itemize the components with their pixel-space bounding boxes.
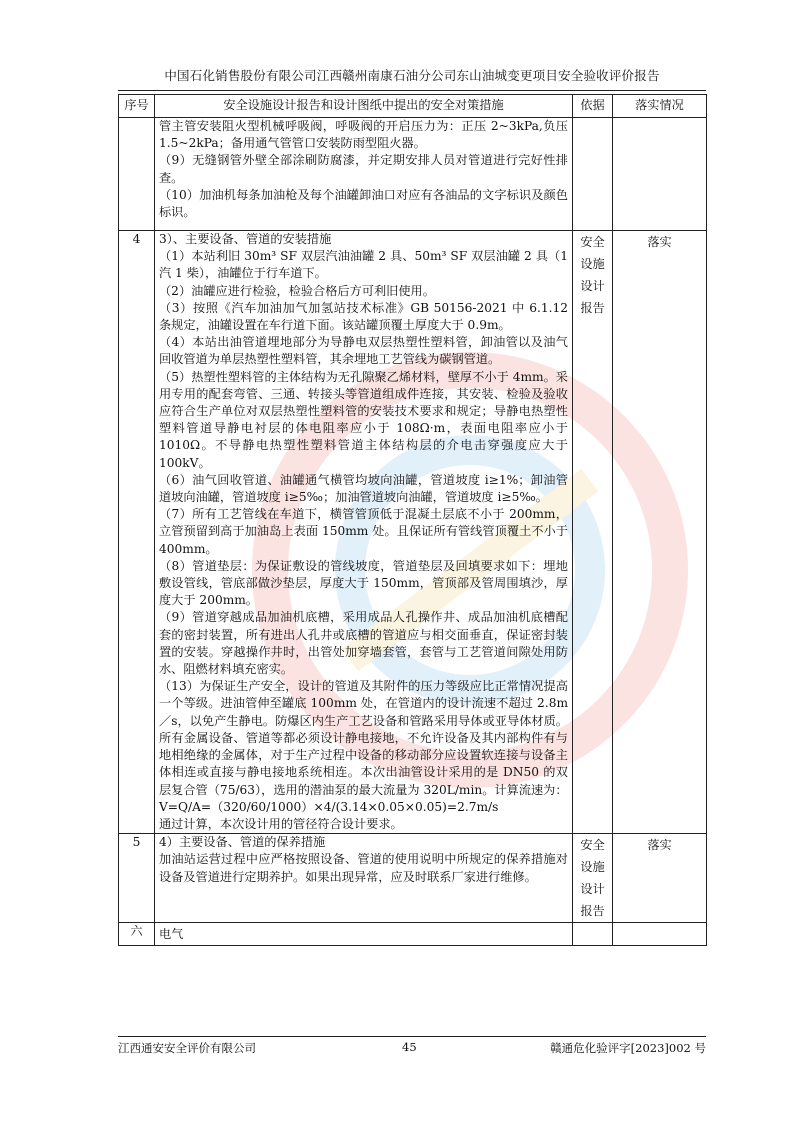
- measure-line: （4）本站出油管道埋地部分为导静电双层热塑性塑料管，卸油管以及油气回收管道为单层热塑性塑料管，其余埋地工艺管线为碳钢管道。: [159, 335, 568, 367]
- measure-line: （8）管道垫层：为保证敷设的管线坡度，管道垫层及回填要求如下：埋地敷设管线，管底部做沙垫层，厚度大于 150mm，管顶部及管周围填沙，厚度大于 200mm。: [159, 558, 568, 608]
- row-status: 落实: [613, 231, 707, 834]
- footer-divider: [118, 1036, 706, 1037]
- row-measures: [155, 834, 573, 923]
- row-measures: [155, 118, 573, 231]
- header-status: 落实情况: [613, 95, 707, 118]
- measure-line: 管主管安装阻火型机械呼吸阀，呼吸阀的开启压力为：正压 2~3kPa,负压 1.5~2kPa；备用通气管管口安装防雨型阻火器。: [159, 119, 568, 151]
- measure-line: 3）、主要设备、管道的安装措施: [159, 232, 332, 246]
- table-row-5: [119, 834, 707, 923]
- measure-line: 通过计算，本次设计用的管径符合设计要求。: [159, 816, 403, 831]
- table-row-continued: [119, 118, 707, 231]
- measure-line: （9）管道穿越成品加油机底槽，采用成品人孔操作井、成品加油机底槽配套的密封装置，所有进出人孔井或底槽的管道应与相交面垂直，保证密封装置的安装。穿越操作井时，出管处加穿墙套管，套管与工艺管道间隙处用防水、阻燃材料填充密实。: [159, 610, 568, 677]
- table-row-4: [119, 231, 707, 834]
- measure-line: V=Q/A=（320/60/1000）×4/(3.14×0.05×0.05)=2.7m/s: [159, 799, 499, 814]
- measure-line: （9）无缝钢管外壁全部涂刷防腐漆，并定期安排人员对管道进行完好性排查。: [159, 153, 568, 185]
- row-status: 落实: [613, 834, 707, 923]
- row-number: 5: [119, 834, 155, 923]
- row-basis: [573, 118, 613, 231]
- header-measures: 安全设施设计报告和设计图纸中提出的安全对策措施: [155, 95, 573, 118]
- row-basis: [573, 923, 613, 946]
- header-seq: 序号: [119, 95, 155, 118]
- footer-doc-number: 赣通危化验评字[2023]002 号: [550, 1041, 706, 1055]
- row-status: [613, 118, 707, 231]
- row-basis: 安全设施设计报告: [573, 834, 613, 923]
- measure-line: （3）按照《汽车加油加气加氢站技术标准》GB 50156-2021 中 6.1.12 条规定，油罐设置在车行道下面。该站罐顶覆土厚度大于 0.9m。: [159, 300, 568, 333]
- row-basis: 安全设施设计报告: [573, 231, 613, 834]
- table-row-6: [119, 923, 707, 946]
- row-number: 六: [119, 923, 155, 946]
- measure-line: （13）为保证生产安全，设计的管道及其附件的压力等级应比正常情况提高一个等级。进油管伸至罐底 100mm 处，在管道内的设计流速不超过 2.8m／s，以免产生静电。防爆区内生产工艺设备和管路采用导体或亚导体材质。所有金属设备、管道等都必须设计静电接地，不允许设备及其内部构件有与地相绝缘的金属体，对于生产过程中设备的移动部分应设置软连接与设备主体相连或直接与静电接地系统相连。本次出油管设计采用的是 DN50 的双层复合管（75/63），选用的潜油泵的最大流量为 320L/min。计算流速为：: [159, 679, 568, 797]
- row-number: 4: [119, 231, 155, 834]
- row-number: [119, 118, 155, 231]
- measure-line: （10）加油机每条加油枪及每个油罐卸油口对应有各油品的文字标识及颜色标识。: [159, 187, 568, 220]
- measure-line: 加油站运营过程中应严格按照设备、管道的使用说明中所规定的保养措施对设备及管道进行定期养护。如果出现异常，应及时联系厂家进行维修。: [159, 852, 568, 884]
- table-header-row: [119, 95, 707, 118]
- header-basis: 依据: [573, 95, 613, 118]
- measure-line: （2）油罐应进行检验，检验合格后方可利旧使用。: [159, 283, 435, 298]
- row-section-title: 电气: [155, 923, 573, 946]
- header-divider: [118, 90, 706, 91]
- measure-line: （1）本站利旧 30m³ SF 双层汽油油罐 2 具、50m³ SF 双层油罐 2 具（1 汽 1 柴），油罐位于行车道下。: [159, 249, 568, 281]
- row-status: [613, 923, 707, 946]
- page-header-title: 中国石化销售股份有限公司江西赣州南康石油分公司东山油城变更项目安全验收评价报告: [164, 68, 660, 83]
- footer-page-number: 45: [402, 1040, 417, 1054]
- row-measures: [155, 231, 573, 834]
- footer-company: 江西通安安全评价有限公司: [118, 1041, 256, 1055]
- safety-measures-table: [118, 94, 707, 946]
- measure-line: 4）主要设备、管道的保养措施: [159, 835, 326, 850]
- measure-line: （7）所有工艺管线在车道下，横管管顶低于混凝土层底不小于 200mm，立管预留到高于加油岛上表面 150mm 处。且保证所有管线管顶覆土不小于 400mm。: [159, 507, 568, 556]
- measure-line: （6）油气回收管道、油罐通气横管均坡向油罐，管道坡度 i≥1%；卸油管道坡向油罐，管道坡度 i≥5‰；加油管道坡向油罐，管道坡度 i≥5‰。: [159, 472, 568, 505]
- measure-line: （5）热塑性塑料管的主体结构为无孔隙聚乙烯材料，壁厚不小于 4mm。采用专用的配套弯管、三通、转接头等管道组成件连接，其安装、检验及验收应符合生产单位对双层热塑性塑料管的安装技术要求和规定；导静电热塑性塑料管道导静电衬层的体电阻率应小于 108Ω·m，表面电阻率应小于 1010Ω。不导静电热塑性塑料管道主体结构层的介电击穿强度应大于 100kV。: [159, 369, 568, 470]
